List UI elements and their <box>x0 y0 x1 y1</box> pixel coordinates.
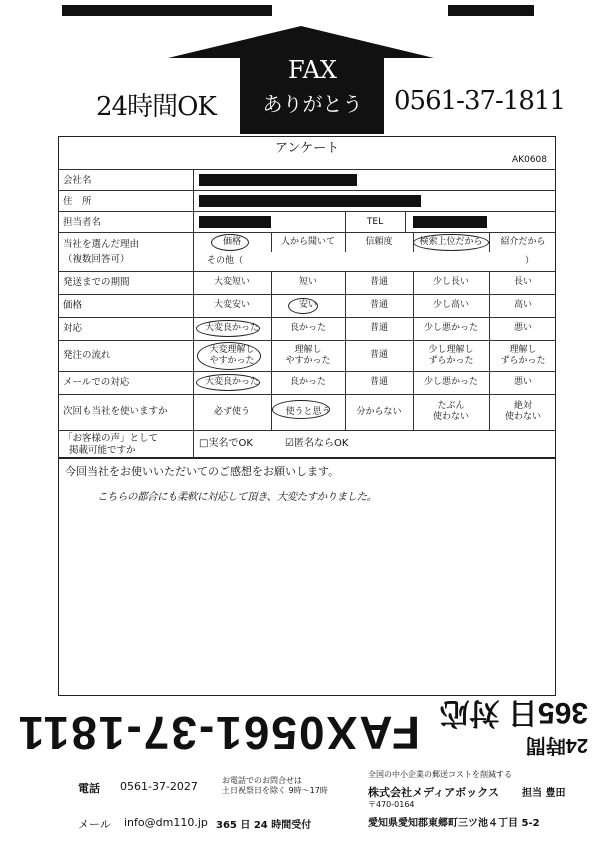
rating-option[interactable]: 理解し やすかった <box>285 344 331 366</box>
rating-option[interactable]: 普通 <box>369 300 388 310</box>
rating-option[interactable]: 良かった <box>289 323 326 333</box>
thanks-text: ありがとう <box>262 92 363 116</box>
rating-option[interactable]: 普通 <box>369 350 388 360</box>
rating-option[interactable]: 分からない <box>356 406 402 417</box>
phone-note: お電話でのお問合せは <box>222 776 302 785</box>
phone-label: 電話 <box>78 782 100 795</box>
fax-word: FAX <box>288 56 337 84</box>
reason-label: 当社を選んだ理由 <box>63 239 140 250</box>
person-redacted <box>199 216 271 228</box>
company-label: 会社名 <box>63 175 92 186</box>
reason-search[interactable]: 検索上位だから <box>419 237 483 247</box>
voice-sublabel: 掲載可能ですか <box>69 445 136 456</box>
mail-label: メール <box>78 818 111 831</box>
rating-option[interactable]: 大変良かった <box>204 377 259 387</box>
survey-form <box>58 136 556 458</box>
circle-mark <box>196 320 260 337</box>
rating-option[interactable]: 少し長い <box>432 277 469 287</box>
redacted-top-left <box>62 5 272 16</box>
voice-label: 「お客様の声」として <box>63 433 159 444</box>
circle-mark <box>211 234 249 251</box>
hours-heading: 24時間OK <box>96 92 216 122</box>
comment-handwriting: こちらの都合にも柔軟に対応して頂き、大変たすかりました。 <box>97 491 377 503</box>
comment-box[interactable] <box>58 458 556 696</box>
banner-hours: 365日 対応 <box>439 696 588 729</box>
circle-mark <box>196 374 260 391</box>
form-code: AK0608 <box>512 155 547 165</box>
rating-option[interactable]: 少し理解し ずらかった <box>428 344 474 366</box>
rating-option[interactable]: 高い <box>513 300 532 310</box>
rating-row-label: 次回も当社を使いますか <box>63 406 168 417</box>
person-label: 担当者名 <box>63 217 102 228</box>
tel-redacted <box>413 216 487 228</box>
rating-option[interactable]: 良かった <box>289 377 326 387</box>
comment-prompt: 今回当社をお使いいただいてのご感想をお願いします。 <box>65 465 340 478</box>
mail-address[interactable]: info@dm110.jp <box>124 816 208 829</box>
reason-trust[interactable]: 信頼度 <box>365 237 393 247</box>
rating-row-label: 対応 <box>63 322 83 334</box>
rating-row-label: 発注の流れ <box>63 349 111 361</box>
reason-other-close: ） <box>525 256 535 266</box>
circle-mark <box>288 298 318 314</box>
voice-real-name-checkbox[interactable]: □実名でOK <box>199 438 253 449</box>
circle-mark <box>272 400 330 419</box>
address-label: 住 所 <box>63 196 92 207</box>
banner-fax-number: FAX0561-37-1811 <box>16 707 420 759</box>
rating-option[interactable]: 大変安い <box>213 300 250 310</box>
rating-option[interactable]: 長い <box>513 277 532 287</box>
reason-introduction[interactable]: 紹介だから <box>500 237 546 247</box>
rating-option[interactable]: 大変良かった <box>204 323 259 333</box>
rating-option[interactable]: 悪い <box>513 377 532 387</box>
rating-option[interactable]: 少し悪かった <box>423 323 478 333</box>
rating-option[interactable]: 普通 <box>369 277 388 287</box>
rating-option[interactable]: 短い <box>298 277 317 287</box>
rating-option[interactable]: 理解し ずらかった <box>500 344 546 366</box>
rating-option[interactable]: 大変短い <box>213 277 250 287</box>
rating-option[interactable]: 少し高い <box>432 300 469 310</box>
rating-option[interactable]: 普通 <box>369 323 388 333</box>
reason-referral-word[interactable]: 人から聞いて <box>280 237 335 247</box>
rating-option[interactable]: 大変理解し やすかった <box>209 344 255 366</box>
company-redacted <box>199 174 357 186</box>
banner-hours-2: 24時間 <box>525 734 588 756</box>
company-contact: 担当 豊田 <box>522 788 566 799</box>
rating-row-label: 発送までの期間 <box>63 276 130 288</box>
phone-hours-note: 土日祝祭日を除く 9時～17時 <box>222 786 328 795</box>
fax-number-heading: 0561-37-1811 <box>394 86 565 116</box>
reason-sublabel: （複数回答可） <box>63 254 130 265</box>
phone-number[interactable]: 0561-37-2027 <box>120 780 198 793</box>
voice-anonymous-checkbox[interactable]: ☑匿名ならOK <box>285 438 349 449</box>
address-redacted <box>199 195 421 207</box>
company-zip: 〒470-0164 <box>368 800 415 809</box>
rating-option[interactable]: 悪い <box>513 323 532 333</box>
company-name: 株式会社メディアボックス <box>368 786 500 799</box>
redacted-top-right <box>448 5 534 16</box>
tel-label: TEL <box>366 217 384 227</box>
circle-mark <box>197 342 261 370</box>
reason-other[interactable]: その他（ <box>207 256 244 266</box>
mail-note: 365 日 24 時間受付 <box>216 820 312 831</box>
upside-down-fax-banner <box>16 694 592 762</box>
company-address: 愛知県愛知郡東郷町三ツ池４丁目 5-2 <box>368 818 540 829</box>
rating-row-label: メールでの対応 <box>63 376 130 388</box>
company-tagline: 全国の中小企業の郵送コストを削減する <box>368 770 512 779</box>
rating-option[interactable]: 少し悪かった <box>423 377 478 387</box>
reason-price[interactable]: 価格 <box>222 237 241 247</box>
rating-option[interactable]: 必ず使う <box>213 406 250 417</box>
rating-option[interactable]: 使うと思う <box>285 406 331 417</box>
rating-option[interactable]: たぶん 使わない <box>432 401 469 422</box>
rating-option[interactable]: 絶対 使わない <box>504 401 541 422</box>
form-title: アンケート <box>274 141 340 156</box>
circle-mark <box>413 234 489 251</box>
rating-row-label: 価格 <box>63 299 83 311</box>
rating-option[interactable]: 安い <box>298 300 317 310</box>
rating-option[interactable]: 普通 <box>369 377 388 387</box>
